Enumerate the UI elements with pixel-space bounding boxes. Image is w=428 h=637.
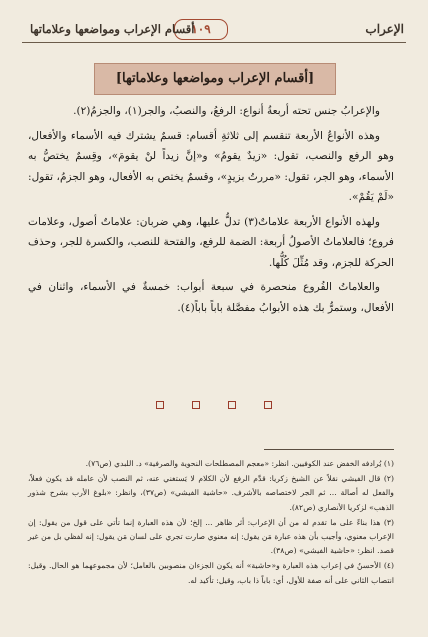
section-ornament: [0, 394, 428, 413]
paragraph: والعلاماتُ الفُروع منحصرة في سبعة أبواب: خمسةٌ في الأسماء، واثنان في الأفعال، وستمرُّ بك هذه الأبوابُ مفصَّلة باباً باباً(٤).: [28, 281, 394, 314]
ornament-square-icon: [192, 401, 200, 409]
paragraph: والإعرابُ جنس تحته أربعةُ أنواع: الرفعُ، والنصبُ، والجر(١)، والجزمُ(٢).: [73, 105, 380, 117]
footnotes: [28, 457, 394, 589]
footnote: (١) يُرادفه الخفض عند الكوفيين. انظر: «معجم المصطلحات النحوية والصرفية» د. اللبدي (ص٧٦).: [85, 459, 394, 468]
ornament-square-icon: [264, 401, 272, 409]
paragraph: وهذه الأنواعُ الأربعة تنقسم إلى ثلاثةِ أقسام: قسمٌ يشترك فيه الأسماء والأفعال، وهو الرفع والنصب، تقول: «زيدٌ يقومُ» و«إنَّ زيداً لنْ يقومَ»، وقِسمٌ يختصُّ به الأسماء، وهو الجر، تقول: «مررتُ بزيدٍ»، وقسمٌ يختص به الأفعال، وهو الجزمُ، تقول: «لَمْ يَقُمْ».: [28, 129, 394, 203]
chapter-heading-box: [94, 63, 336, 95]
footnote: (٢) قال الفيشي نقلاً عن الشيخ زكريا: قدَّم الرفع لأن الكلام لا يَستغني عنه، ثم النصب لأن عامله قد يكون فعلاً، والفعل له أصالة ... ثم الجر لاختصاصه بالأشرف. «حاشية الفيشي» (ص٣٧)، وانظر: «بلوغ الأرب بشرح شذور الذهب» لزكريا الأنصاري (ص٨٢).: [28, 474, 394, 512]
body-text: [28, 101, 394, 322]
ornament-square-icon: [228, 401, 236, 409]
chapter-heading: [أقسام الإعراب ومواضعها وعلاماتها]: [115, 71, 315, 86]
book-title: الإعراب: [365, 22, 404, 36]
page-number-badge: ١٠٩: [174, 19, 228, 40]
footnote: (٤) الأحسنُ في إعراب هذه العبارة و«حاشية» أنه يكون الجزءان منصوبين بالعامل؛ لأن مجموعهما هو الحال. وقيل: انتصاب الثاني على أنه صفة للأول، أي: باباً ذا باب، وقيل: تأكيد له.: [28, 561, 394, 585]
running-header: [22, 18, 406, 43]
running-section-title: أقسام الإعراب ومواضعها وعلاماتها: [30, 22, 195, 36]
paragraph: ولهذه الأنواع الأربعة علاماتٌ(٣) تدلُّ عليها، وهي ضربان: علاماتٌ أصول، وعلامات فروع؛ فالعلاماتُ الأصولُ أربعة: الضمة للرفع، والفتحة للنصب، والكسرة للجر، وحذف الحركة للجزم، وقد مُثِّلَ كُلُّها.: [28, 215, 394, 269]
footnote: (٣) هذا بناءً على ما تقدم له من أن الإعراب: أثر ظاهر ... إلخ؛ لأن هذه العبارة إنما تأتي على قول من يقول: إن الإعراب معنوي، وأجيب بأن هذه عبارة مَن يقول: إنه معنوي صارت تجري على لسان مَن يقول: إنه لفظي بل من غير قصد. انظر: «حاشية الفيشي» (ص٣٨).: [28, 517, 394, 556]
ornament-square-icon: [156, 401, 164, 409]
footnote-divider: [264, 449, 394, 450]
